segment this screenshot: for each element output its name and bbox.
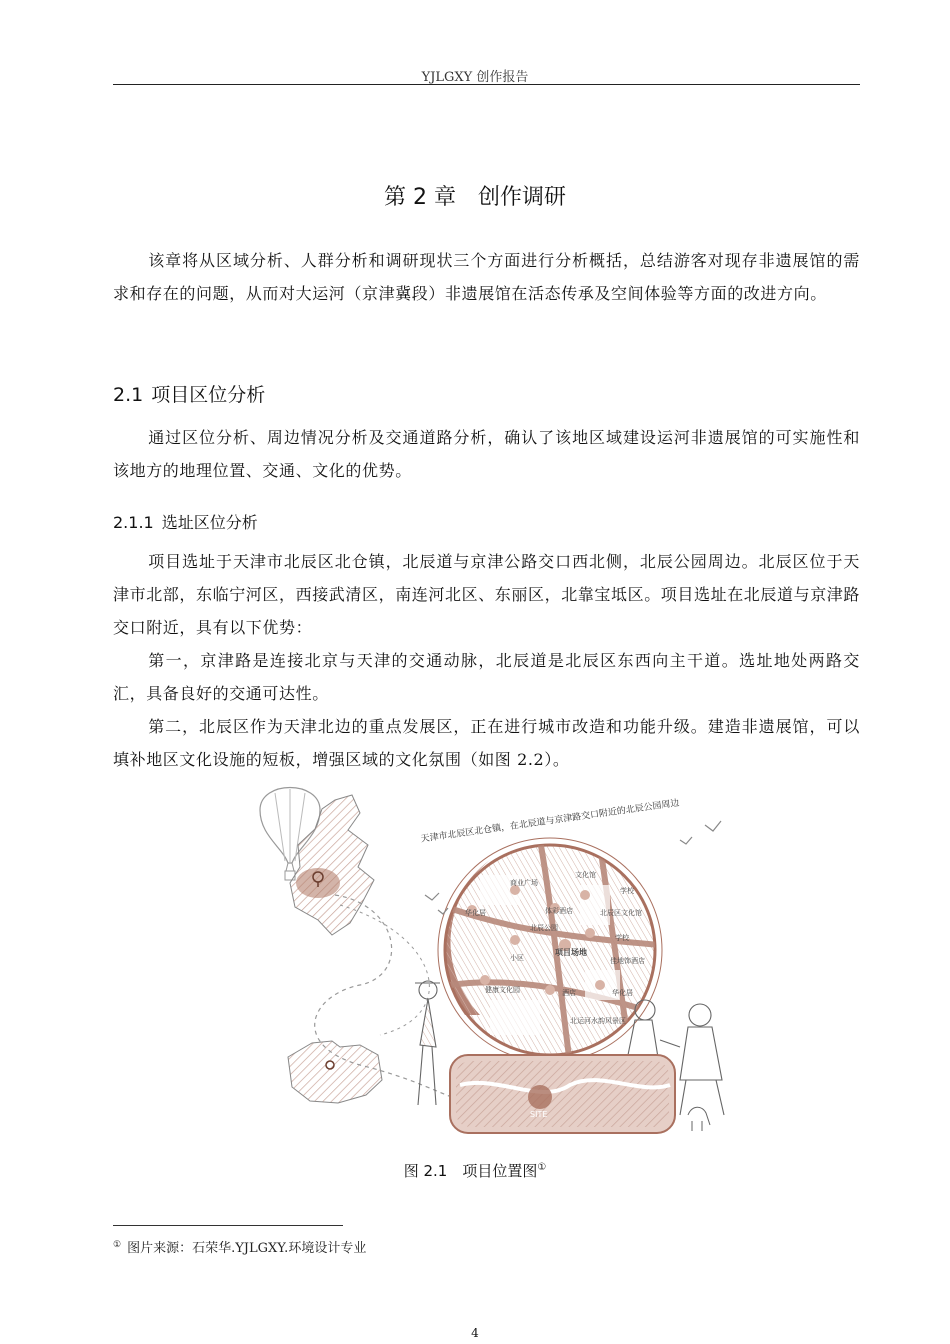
map-label: 华化居 (465, 909, 486, 917)
intro-text: 该章将从区域分析、人群分析和调研现状三个方面进行分析概括，总结游客对现存非遗展馆的需求和存在的问题，从而对大运河（京津冀段）非遗展馆在活态传承及空间体验等方面的改进方向。 (113, 251, 860, 303)
figure-caption-text: 图 2.1 项目位置图 (403, 1162, 538, 1180)
site-label: SITE (530, 1110, 548, 1119)
section-heading-2-1 (113, 380, 273, 407)
footnote-rule (113, 1225, 343, 1226)
figure-caption (0, 1160, 950, 1181)
body-paragraph: 第一，京津路是连接北京与天津的交通动脉，北辰道是北辰区东西向主干道。选址地处两路交汇，具备良好的交通可达性。 (113, 651, 860, 703)
beichen-map (288, 1041, 382, 1103)
site-aerial-photo (450, 1055, 675, 1133)
map-label: 华化居 (612, 989, 633, 997)
footnote (113, 1237, 366, 1256)
map-label: 佳地饰酒店 (610, 957, 645, 965)
tianjin-map (290, 795, 374, 935)
arc-caption: 天津市北辰区北仓镇，在北辰道与京津路交口附近的北辰公园周边 (420, 798, 681, 845)
map-label: 酒店 (562, 989, 576, 997)
footnote-text: 图片来源：石荣华.YJLGXY.环境设计专业 (127, 1241, 367, 1256)
intro-paragraph (113, 244, 860, 310)
footnote-ref: ① (537, 1162, 547, 1173)
page-number: 4 (471, 1326, 479, 1340)
section-heading-2-1-1 (113, 510, 266, 533)
section-2-1-1-body (113, 545, 860, 776)
map-label: 商业广场 (510, 879, 538, 887)
section-2-1-text: 通过区位分析、周边情况分析及交通道路分析，确认了该地区域建设运河非遗展馆的可实施性和该地方的地理位置、交通、文化的优势。 (113, 428, 860, 480)
body-paragraph: 第二，北辰区作为天津北边的重点发展区，正在进行城市改造和功能升级。建造非遗展馆，可以填补地区文化设施的短板，增强区域的文化氛围（如图 2.2）。 (113, 717, 860, 769)
map-label: 健康文化园 (485, 986, 520, 994)
map-label: 北辰公园 (530, 924, 558, 932)
chapter-title: 第 2 章 创作调研 (384, 185, 566, 210)
map-label: 小区 (510, 954, 524, 962)
running-header: YJLGXY 创作报告 (421, 70, 529, 85)
map-label: 项目场地 (555, 948, 587, 957)
map-label: 北辰区文化馆 (600, 909, 642, 917)
location-map-figure (240, 785, 745, 1135)
footnote-mark: ① (113, 1239, 122, 1250)
section-2-1-paragraph (113, 421, 860, 487)
map-label: 北运河水韵风景区 (570, 1017, 626, 1025)
section-number: 2.1 (113, 384, 144, 406)
map-label: 学校 (620, 887, 634, 895)
header-rule (113, 84, 860, 85)
map-label: 体彩酒店 (545, 907, 573, 915)
subsection-title: 选址区位分析 (161, 513, 258, 532)
dog-illustration (688, 1107, 710, 1131)
section-title: 项目区位分析 (151, 384, 266, 406)
body-paragraph: 项目选址于天津市北辰区北仓镇，北辰道与京津公路交口西北侧，北辰公园周边。北辰区位于天津市北部，东临宁河区，西接武清区，南连河北区、东丽区，北靠宝坻区。项目选址在北辰道与京津路交口附近，具有以下优势： (113, 552, 861, 637)
map-label: 文化馆 (575, 871, 596, 879)
map-label: 学校 (615, 934, 629, 942)
subsection-number: 2.1.1 (113, 513, 154, 532)
